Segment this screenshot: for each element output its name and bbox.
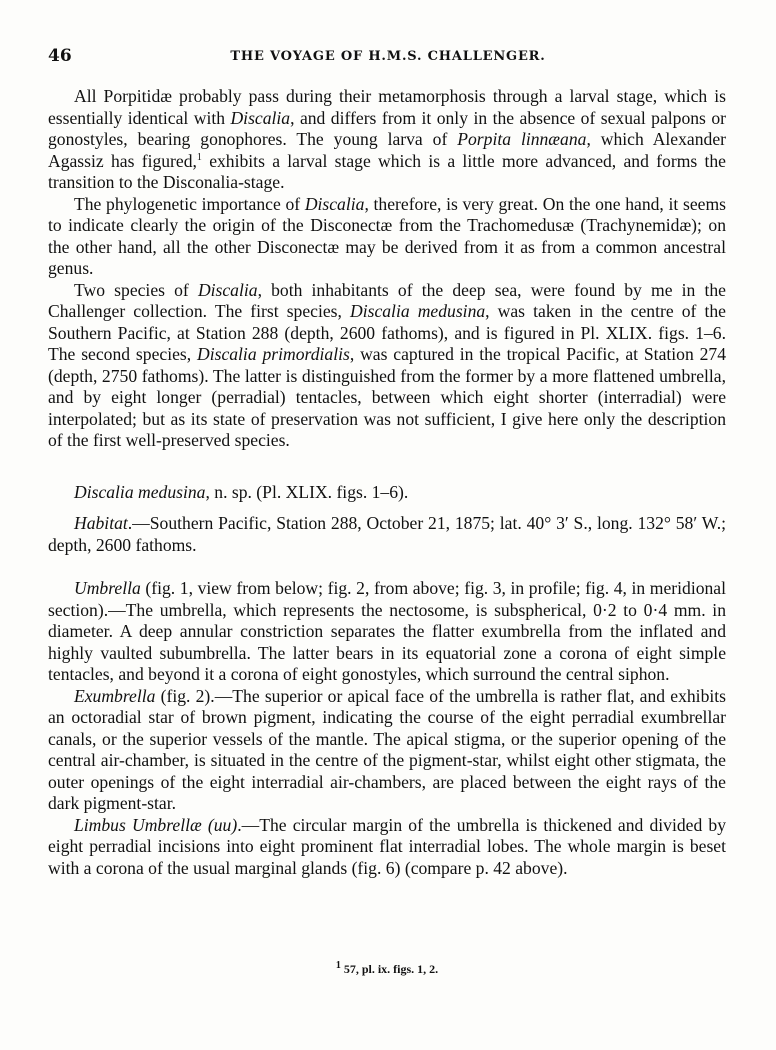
paragraph-habitat: Habitat.—Southern Pacific, Station 288, October 21, 1875; lat. 40° 3′ S., long. 132° 58′ W.; depth, 2600 fathoms.: [48, 513, 726, 555]
section-label: Habitat: [74, 513, 128, 533]
section-label: Umbrella: [74, 578, 141, 598]
paragraph-larval-stage: All Porpitidæ probably pass during their metamorphosis through a larval stage, which is essentially identical with Discalia, and differs from it only in the absence of sexual palpons or gonostyles, bearing gonophores. The young larva of Porpita linnæana, which Alexander Agassiz has figured,$^1$ exhibits a larval stage which is a little more advanced, and forms the transition to the Disconalia-stage.: [48, 86, 726, 192]
section-label-suffix: (uu): [201, 814, 238, 835]
running-title: THE VOYAGE OF H.M.S. CHALLENGER.: [230, 49, 546, 64]
section-label: Exumbrella: [74, 685, 156, 706]
paragraph-two-species: Two species of Discalia, both inhabitants of the deep sea, were found by me in the Challenger collection. The first species, Discalia medusina, was taken in the centre of the Southern Pacific, at Station 288 (depth, 2600 fathoms), and is figured in Pl. XLIX. figs. 1–6. The second species, Discalia primordialis, was captured in the tropical Pacific, at Station 274 (depth, 2750 fathoms). The latter is distinguished from the former by a more flattened umbrella, and by eight longer (perradial) tentacles, between which eight shorter (interradial) were interpolated; but as its state of preservation was not sufficient, I give here only the description of the first well-preserved species.: [48, 279, 727, 450]
species-name: Discalia medusina: [74, 481, 206, 502]
species-name: Porpita linnæana: [457, 129, 587, 149]
paragraph-umbrella: Umbrella (fig. 1, view from below; fig. 2, from above; fig. 3, in profile; fig. 4, in meridional section).—The umbrella, which represents the nectosome, is subspherical, 0·2 to 0·4 mm. in diameter. A deep annular constriction separates the flatter exumbrella from the inflated and highly vaulted subumbrella. The latter bears in its equatorial zone a corona of eight simple tentacles, and beyond it a corona of eight gonostyles, which surround the central siphon.: [48, 578, 726, 684]
footnote: [48, 962, 726, 977]
species-name: Discalia medusina: [350, 301, 486, 321]
body-text: [48, 86, 726, 879]
footnote-ref: 1: [196, 151, 202, 163]
paragraph-phylogenetic: The phylogenetic importance of Discalia, therefore, is very great. On the one hand, it seems to indicate clearly the origin of the Disconectæ from the Trachomedusæ (Trachynemidæ); on the other hand, all the other Disconectæ may be derived from it as from a common ancestral genus.: [48, 193, 726, 278]
genus-name: Discalia: [197, 279, 258, 300]
footnote-marker: 1: [335, 960, 341, 971]
genus-name: Discalia: [230, 107, 291, 128]
paragraph-limbus: Limbus Umbrellæ (uu).—The circular margin of the umbrella is thickened and divided by eight perradial incisions into eight prominent flat interradial lobes. The whole margin is beset with a corona of the usual marginal glands (fig. 6) (compare p. 42 above).: [48, 814, 726, 878]
section-label: Limbus Umbrellæ: [74, 814, 202, 835]
species-name: Discalia primordialis: [197, 344, 350, 364]
species-heading: Discalia medusina, n. sp. (Pl. XLIX. figs. 1–6).: [74, 481, 409, 502]
paragraph-exumbrella: Exumbrella (fig. 2).—The superior or apical face of the umbrella is rather flat, and exhibits an octoradial star of brown pigment, indicating the course of the eight perradial exumbrellar canals, or the superior vessels of the mantle. The apical stigma, or the superior opening of the central air-chamber, is situated in the centre of the pigment-star, whilst eight other stigmata, the outer openings of the eight interradial air-chambers, are placed between the eight rays of the dark pigment-star.: [48, 685, 726, 813]
genus-name: Discalia: [304, 193, 365, 214]
page-number: 46: [48, 46, 72, 66]
page-header: [48, 42, 728, 72]
footnote-text: 57, pl. ix. figs. 1, 2.: [340, 962, 439, 976]
